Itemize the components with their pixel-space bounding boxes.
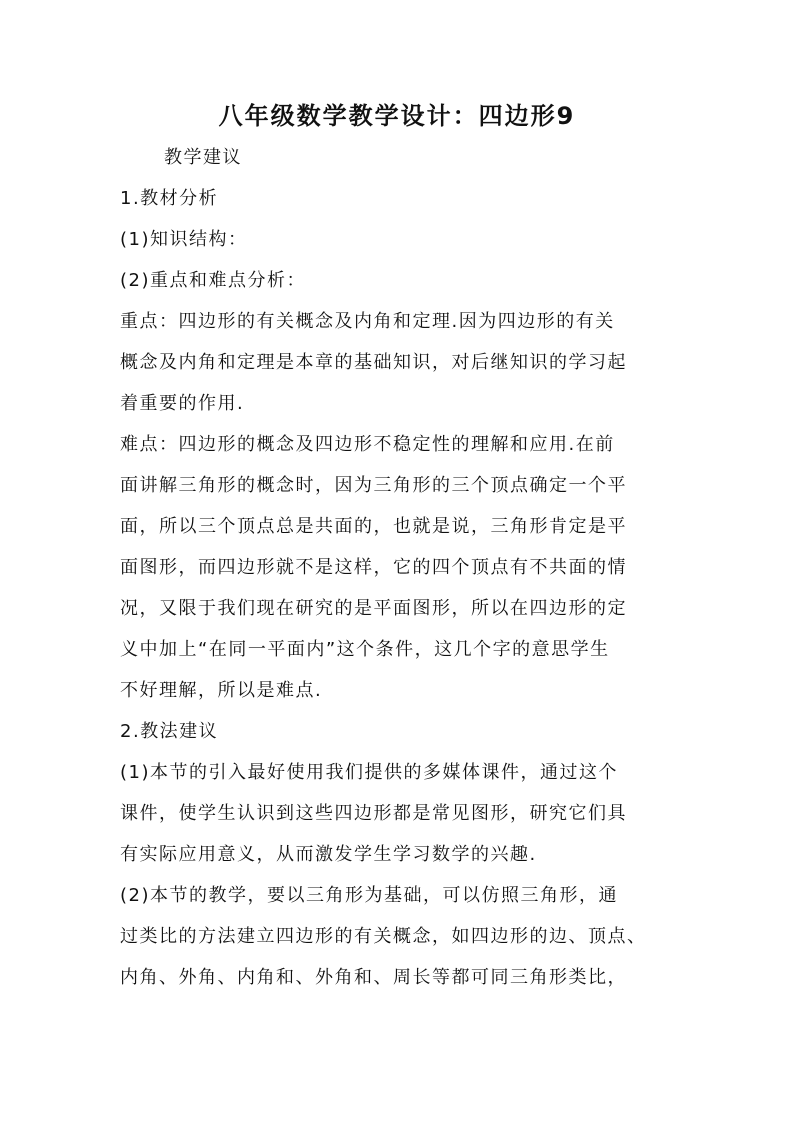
paragraph-line: 过类比的方法建立四边形的有关概念，如四边形的边、顶点、 — [120, 926, 647, 947]
paragraph-line: (1)本节的引入最好使用我们提供的多媒体课件，通过这个 — [120, 762, 618, 783]
subheading-key-points: (2)重点和难点分析： — [120, 270, 306, 291]
paragraph-line: 义中加上“在同一平面内”这个条件，这几个字的意思学生 — [120, 639, 610, 660]
section-heading-teaching-suggestions: 教学建议 — [164, 147, 242, 168]
subheading-knowledge-structure: (1)知识结构： — [120, 229, 248, 250]
paragraph-line: 内角、外角、内角和、外角和、周长等都可同三角形类比， — [120, 967, 627, 988]
page-title: 八年级数学教学设计：四边形9 — [218, 102, 576, 130]
document-body — [120, 143, 680, 1004]
paragraph-line: 难点：四边形的概念及四边形不稳定性的理解和应用.在前 — [120, 434, 615, 455]
paragraph-line: 着重要的作用. — [120, 393, 245, 414]
paragraph-line: 面，所以三个顶点总是共面的，也就是说，三角形肯定是平 — [120, 516, 627, 537]
paragraph-line: 有实际应用意义，从而激发学生学习数学的兴趣. — [120, 844, 537, 865]
paragraph-line: (2)本节的教学，要以三角形为基础，可以仿照三角形，通 — [120, 885, 618, 906]
paragraph-line: 课件，使学生认识到这些四边形都是常见图形，研究它们具 — [120, 803, 627, 824]
paragraph-line: 重点：四边形的有关概念及内角和定理.因为四边形的有关 — [120, 311, 615, 332]
paragraph-line: 况，又限于我们现在研究的是平面图形，所以在四边形的定 — [120, 598, 627, 619]
paragraph-line: 面讲解三角形的概念时，因为三角形的三个顶点确定一个平 — [120, 475, 627, 496]
section-heading-textbook-analysis: 1.教材分析 — [120, 188, 219, 209]
paragraph-line: 不好理解，所以是难点. — [120, 680, 323, 701]
paragraph-line: 面图形，而四边形就不是这样，它的四个顶点有不共面的情 — [120, 557, 627, 578]
paragraph-line: 概念及内角和定理是本章的基础知识，对后继知识的学习起 — [120, 352, 627, 373]
section-heading-teaching-method: 2.教法建议 — [120, 721, 219, 742]
